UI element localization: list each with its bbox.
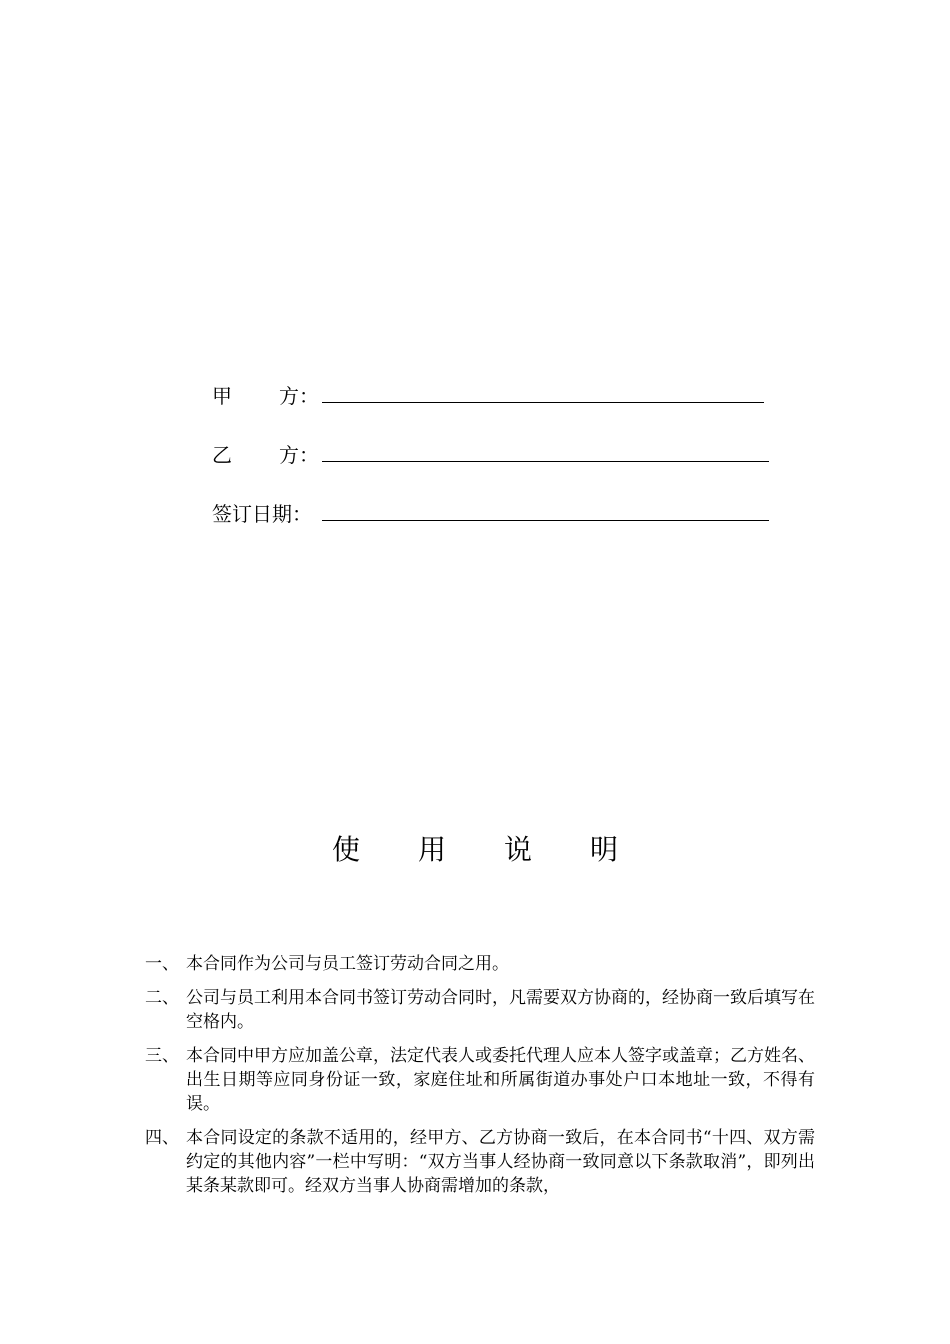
party-a-blank-line[interactable] [322, 402, 764, 403]
instruction-number: 三、 [145, 1046, 179, 1066]
instruction-number: 二、 [145, 988, 179, 1008]
instruction-text: 本合同设定的条款不适用的，经甲方、乙方协商一致后，在本合同书“十四、双方需约定的其他内容”一栏中写明：“双方当事人经协商一致同意以下条款取消”，即列出某条某款即可。经双方当事人协商需增加的条款， [186, 1128, 815, 1196]
sign-date-row [212, 496, 782, 526]
instructions-list [145, 952, 815, 1208]
title-char: 用 [417, 833, 446, 866]
title-char: 使 [331, 833, 360, 866]
party-b-label-suffix: 方： [279, 443, 319, 467]
instruction-number: 一、 [145, 954, 179, 974]
party-a-label [212, 380, 319, 409]
party-b-blank-line[interactable] [322, 461, 769, 462]
sign-date-label: 签订日期： [212, 502, 312, 526]
title-char: 说 [504, 833, 533, 866]
instruction-text: 本合同中甲方应加盖公章，法定代表人或委托代理人应本人签字或盖章；乙方姓名、出生日期等应同身份证一致，家庭住址和所属街道办事处户口本地址一致，不得有误。 [186, 1046, 815, 1114]
signature-block [212, 378, 782, 555]
party-a-row [212, 378, 782, 408]
instruction-item [145, 1126, 815, 1198]
party-b-label-char: 乙 [212, 443, 232, 467]
party-a-label-char: 甲 [212, 384, 232, 408]
instructions-title [0, 828, 950, 868]
party-b-row [212, 437, 782, 467]
sign-date-blank-line[interactable] [322, 520, 769, 521]
instruction-item [145, 986, 815, 1034]
instruction-text: 公司与员工利用本合同书签订劳动合同时，凡需要双方协商的，经协商一致后填写在空格内。 [186, 988, 815, 1032]
instruction-item [145, 1044, 815, 1116]
instruction-item [145, 952, 815, 976]
instruction-text: 本合同作为公司与员工签订劳动合同之用。 [186, 954, 509, 974]
party-b-label [212, 439, 319, 468]
title-char: 明 [590, 833, 619, 866]
party-a-label-suffix: 方： [279, 384, 319, 408]
instruction-number: 四、 [145, 1128, 179, 1148]
